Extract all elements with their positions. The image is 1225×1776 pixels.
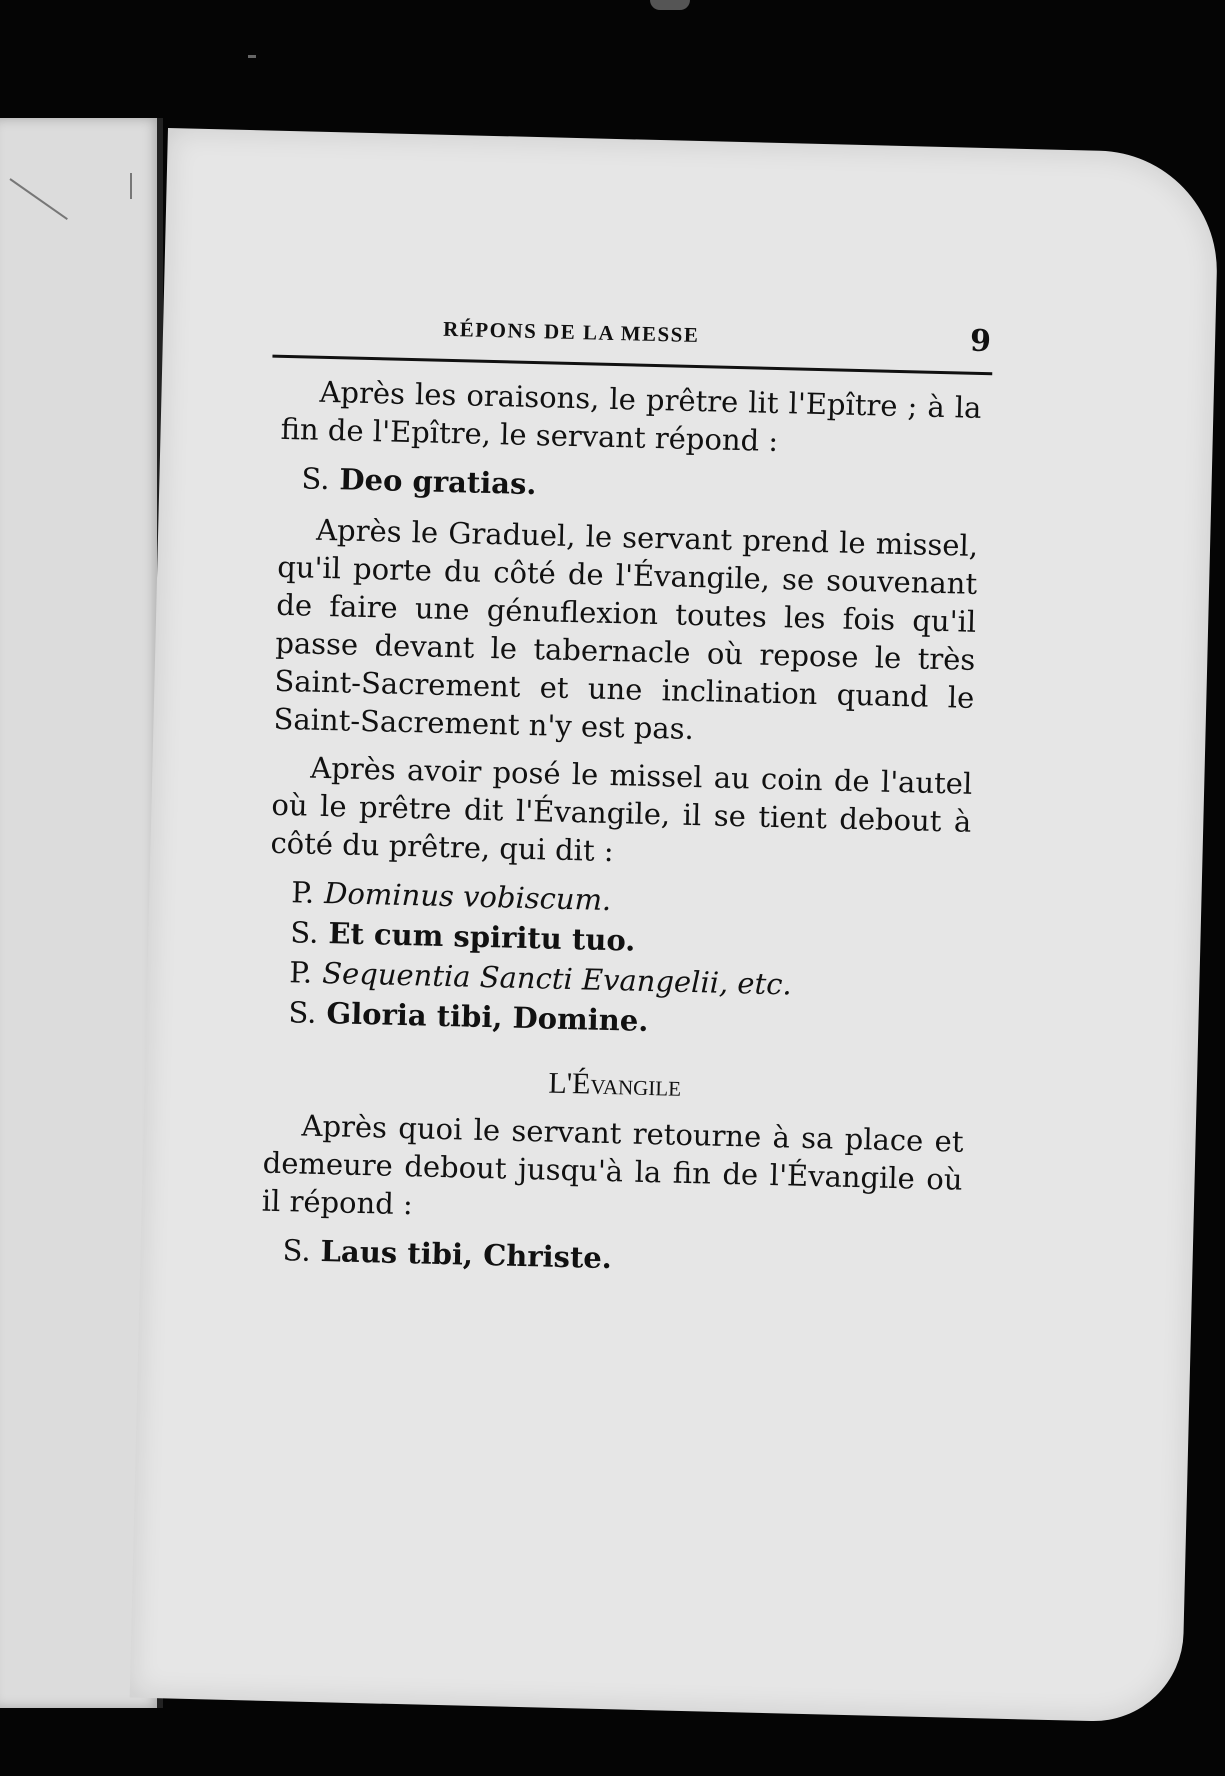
page-number: 9	[969, 323, 992, 360]
scan-speck	[248, 55, 256, 58]
dialogue-text: Dominus vobiscum.	[323, 876, 612, 918]
scan-speck	[650, 0, 690, 10]
response-text: Deo gratias.	[339, 462, 537, 502]
paragraph-gradual: Après le Graduel, le servant prend le missel, qu'il porte du côté de l'Évangile, se souvenant de faire une génuflexion toutes les fois qu'il passe devant le tabernacle où repose le très Saint-Sacrement et une inclination quand le Saint-Sacrement n'y est pas.	[273, 512, 979, 747]
speaker-letter: S.	[288, 995, 317, 1030]
response-text: Laus tibi, Christe.	[320, 1234, 613, 1276]
response-line	[279, 458, 980, 515]
page-content	[260, 311, 992, 1287]
response-line	[260, 1230, 961, 1287]
dialogue-text: Et cum spiritu tuo.	[328, 916, 636, 958]
scan-mark	[130, 173, 132, 199]
paragraph-gospel-side: Après avoir posé le missel au coin de l'autel où le prêtre dit l'Évangile, il se tient debout à côté du prêtre, qui dit :	[270, 750, 973, 869]
speaker-letter: P.	[288, 955, 313, 990]
dialogue-text: Gloria tibi, Domine.	[326, 996, 649, 1038]
speaker-letter: S.	[301, 461, 330, 497]
running-head	[282, 311, 992, 372]
section-heading: L'Évangile	[548, 1066, 682, 1103]
speaker-letter: S.	[282, 1233, 312, 1268]
paragraph-epistle: Après les oraisons, le prêtre lit l'Epître ; à la fin de l'Epître, le servant répond :	[280, 374, 982, 458]
speaker-letter: P.	[290, 875, 315, 910]
scan-mark	[9, 178, 67, 220]
dialogue-text: Sequentia Sancti Evangelii, etc.	[321, 956, 793, 1002]
running-title: RÉPONS DE LA MESSE	[442, 316, 700, 348]
book-page	[130, 128, 1220, 1723]
paragraph-after-gospel: Après quoi le servant retourne à sa place et demeure debout jusqu'à la fin de l'Évangile où il répond :	[261, 1108, 964, 1222]
speaker-letter: S.	[289, 915, 319, 950]
